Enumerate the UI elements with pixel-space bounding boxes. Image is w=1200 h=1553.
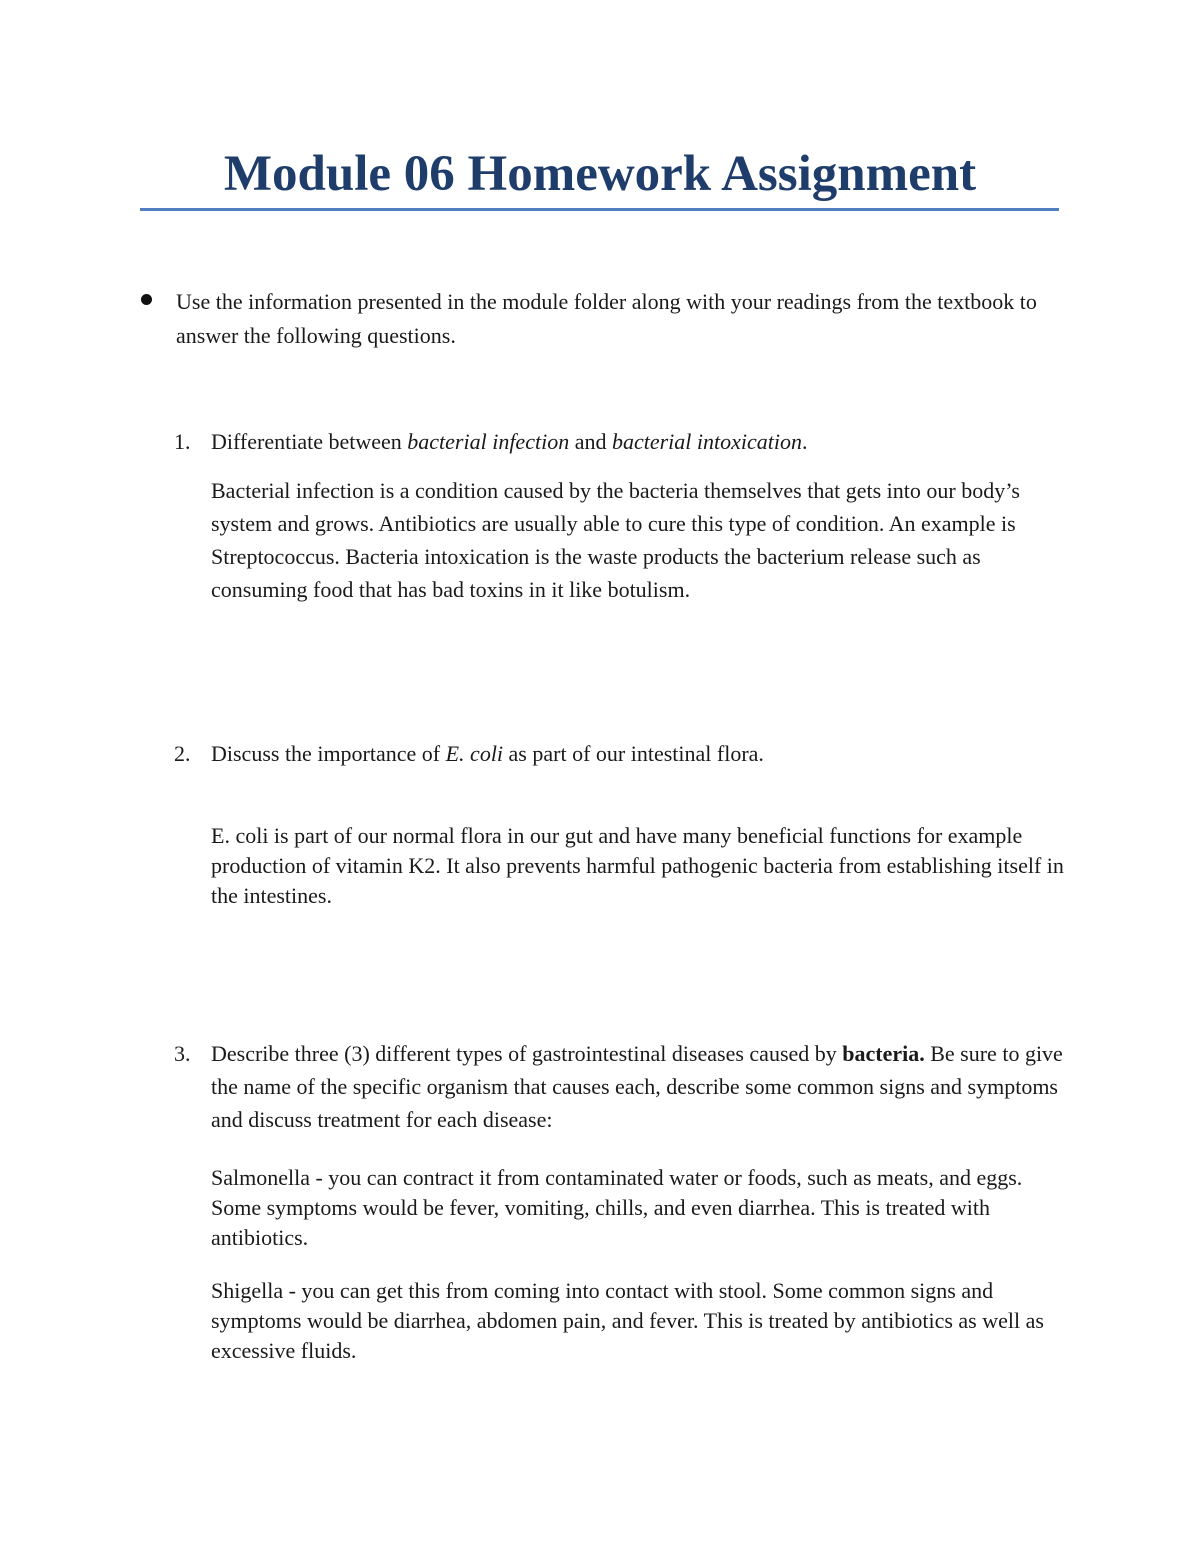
question-2-text: [211, 737, 1071, 770]
question-2-prefix: Discuss the importance of: [211, 741, 446, 766]
question-1-answer: Bacterial infection is a condition caused by the bacteria themselves that gets into our body’s system and grows. Antibiotics are usually able to cure this type of condition. An example is Streptococcus. Bacteria intoxication is the waste products the bacterium release such as consuming food that has bad toxins in it like botulism.: [211, 478, 1020, 602]
question-3-answer-salmonella: Salmonella - you can contract it from contaminated water or foods, such as meats, and eggs. Some symptoms would be fever, vomiting, chills, and even diarrhea. This is treated with antibiotics.: [211, 1165, 1023, 1250]
question-1-text: [211, 425, 1071, 458]
question-1-middle: and: [569, 429, 612, 454]
question-3-number: 3.: [174, 1041, 191, 1066]
question-2-suffix: as part of our intestinal flora.: [503, 741, 764, 766]
question-3-suffix: Be sure to give the name of the specific organism that causes each, describe some common signs and symptoms and discuss treatment for each disease:: [211, 1041, 1063, 1132]
question-3-prefix: Describe three (3) different types of gastrointestinal diseases caused by: [211, 1041, 843, 1066]
question-1-term-infection: bacterial infection: [407, 429, 570, 454]
question-2-answer: E. coli is part of our normal flora in our gut and have many beneficial functions for example production of vitamin K2. It also prevents harmful pathogenic bacteria from establishing itself in the intestines.: [211, 823, 1064, 908]
question-3-text: [211, 1037, 1071, 1136]
question-1-prefix: Differentiate between: [211, 429, 408, 454]
title-underline-rule: [140, 208, 1059, 211]
page-title: Module 06 Homework Assignment: [223, 146, 977, 202]
bullet-icon: [141, 294, 152, 305]
question-1-term-intoxication: bacterial intoxication: [611, 429, 802, 454]
question-2-number: 2.: [174, 741, 191, 766]
question-2-term-ecoli: E. coli: [445, 741, 504, 766]
question-3-answer-shigella: Shigella - you can get this from coming into contact with stool. Some common signs and symptoms would be diarrhea, abdomen pain, and fever. This is treated by antibiotics as well as excessive fluids.: [211, 1278, 1044, 1363]
question-1-number: 1.: [174, 429, 191, 454]
question-3-term-bacteria: bacteria.: [842, 1041, 925, 1066]
question-1-suffix: .: [801, 429, 808, 454]
intro-instruction: Use the information presented in the module folder along with your readings from the textbook to answer the following questions.: [176, 289, 1037, 348]
